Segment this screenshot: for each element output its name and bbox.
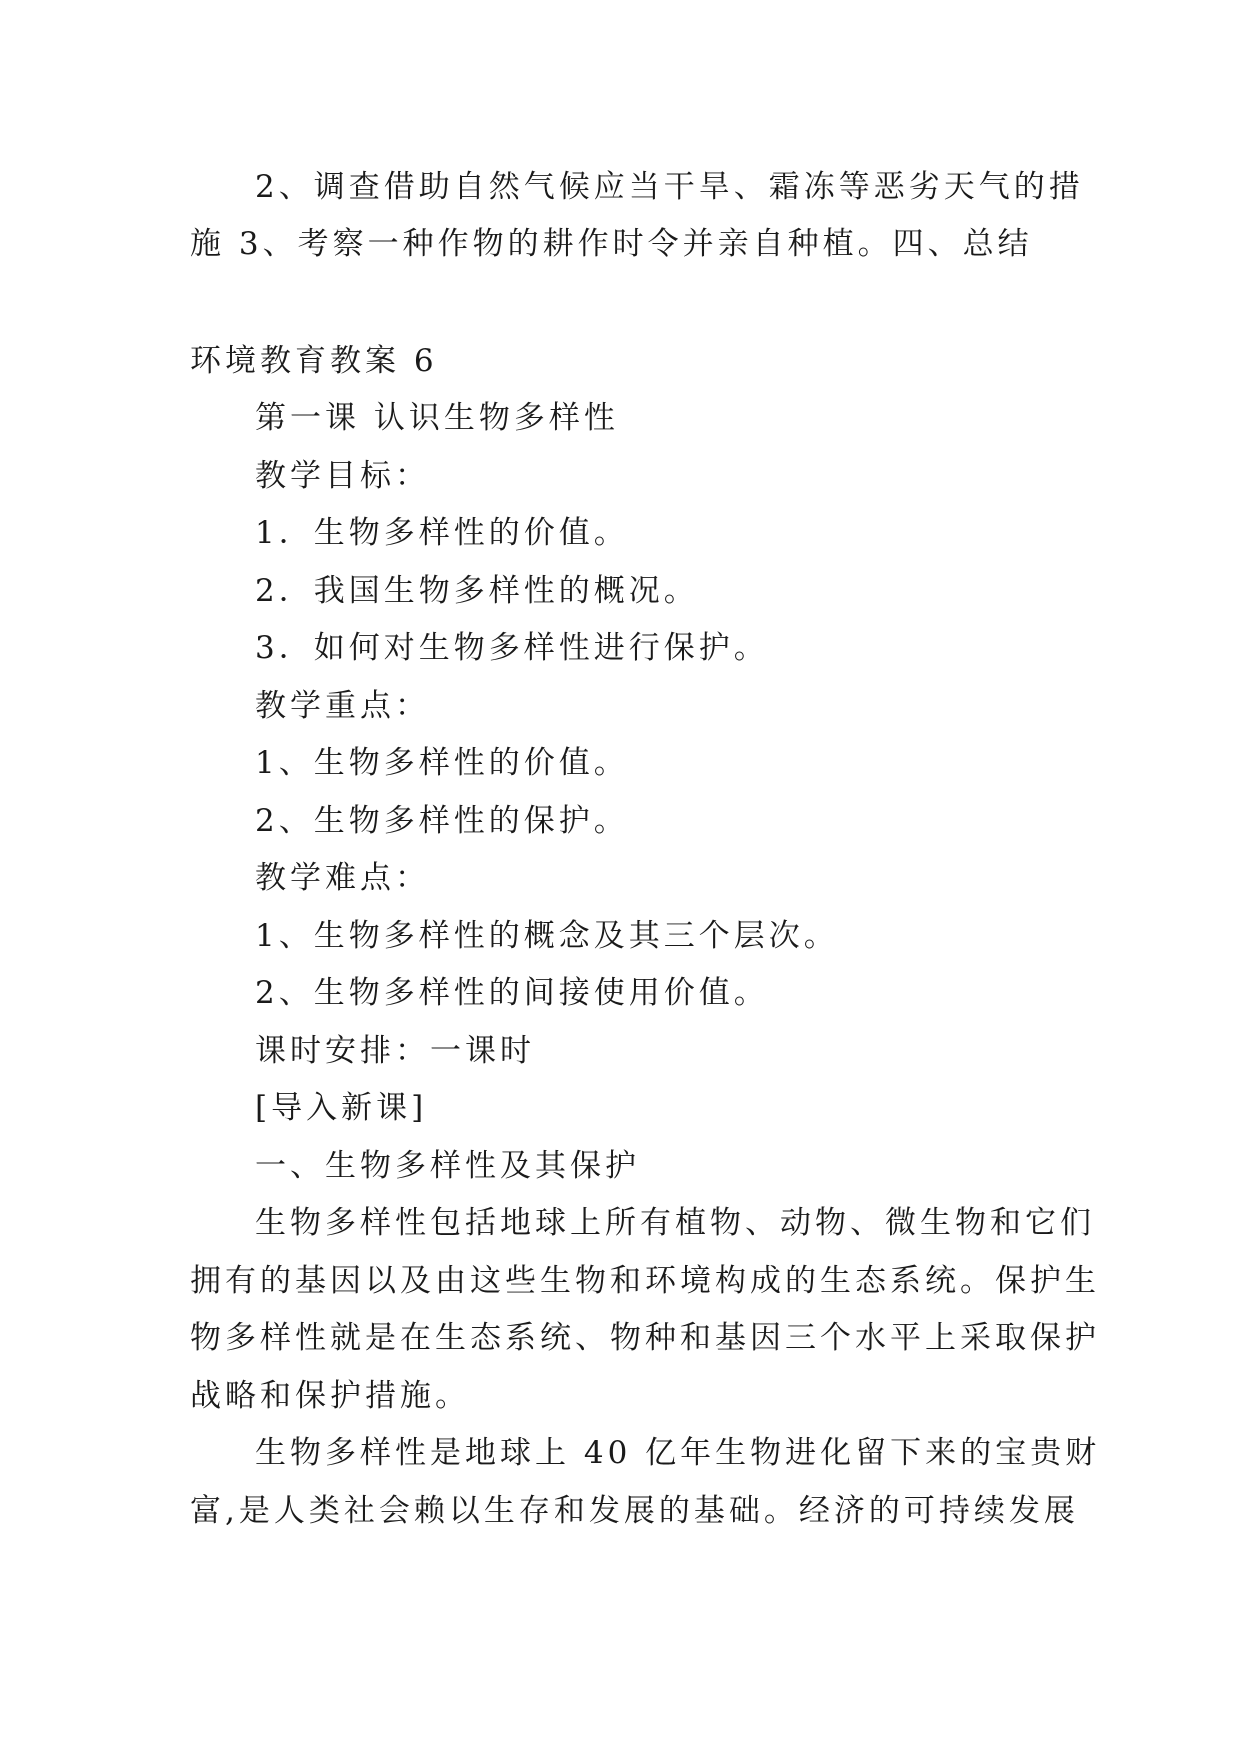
paragraph-line: 施 3、考察一种作物的耕作时令并亲自种植。四、总结 <box>190 226 1033 262</box>
paragraph-line: 2、调查借助自然气候应当干旱、霜冻等恶劣天气的措 <box>255 169 1084 205</box>
paragraph-line: 生物多样性包括地球上所有植物、动物、微生物和它们 <box>255 1205 1095 1241</box>
key-point-item: 1、生物多样性的价值。 <box>255 745 629 781</box>
section-heading: 一、生物多样性及其保护 <box>255 1148 640 1184</box>
objective-item: 3．如何对生物多样性进行保护。 <box>255 630 769 666</box>
difficulty-item: 2、生物多样性的间接使用价值。 <box>255 975 769 1011</box>
objectives-label: 教学目标： <box>255 458 430 494</box>
intro-label: [导入新课] <box>255 1090 428 1126</box>
key-point-item: 2、生物多样性的保护。 <box>255 803 629 839</box>
paragraph-line: 富,是人类社会赖以生存和发展的基础。经济的可持续发展 <box>190 1493 1079 1529</box>
paragraph-line: 战略和保护措施。 <box>190 1378 470 1414</box>
difficulties-label: 教学难点： <box>255 860 430 896</box>
paragraph-line: 物多样性就是在生态系统、物种和基因三个水平上采取保护 <box>190 1320 1100 1356</box>
section-title: 环境教育教案 6 <box>190 343 438 379</box>
lesson-title: 第一课 认识生物多样性 <box>255 400 619 436</box>
objective-item: 1．生物多样性的价值。 <box>255 515 629 551</box>
schedule-line: 课时安排：一课时 <box>255 1033 535 1069</box>
paragraph-line: 拥有的基因以及由这些生物和环境构成的生态系统。保护生 <box>190 1263 1100 1299</box>
objective-item: 2．我国生物多样性的概况。 <box>255 573 699 609</box>
key-points-label: 教学重点： <box>255 688 430 724</box>
difficulty-item: 1、生物多样性的概念及其三个层次。 <box>255 918 839 954</box>
paragraph-line: 生物多样性是地球上 40 亿年生物进化留下来的宝贵财 <box>255 1435 1101 1471</box>
